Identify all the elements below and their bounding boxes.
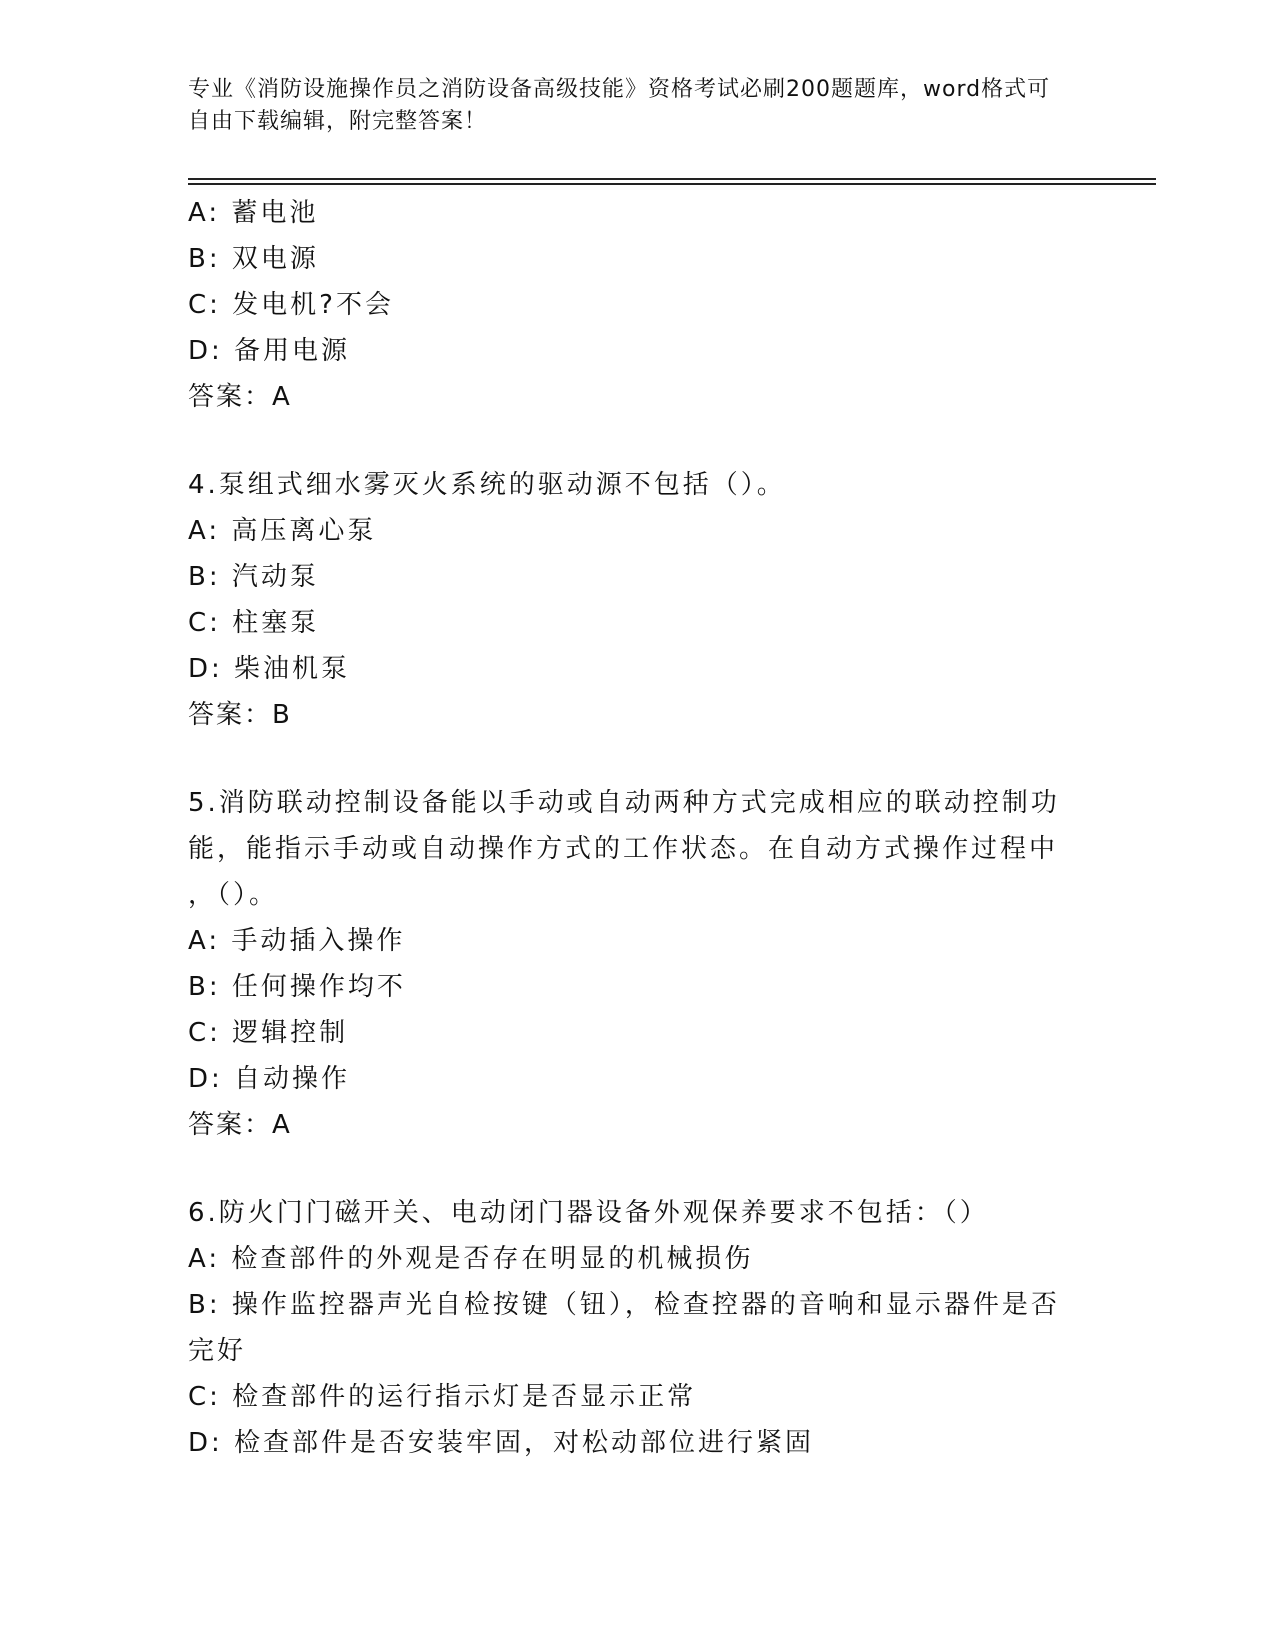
- question-text-line-2: 能，能指示手动或自动操作方式的工作状态。在自动方式操作过程中: [188, 834, 1059, 864]
- option-c: C: 柱塞泵: [188, 608, 320, 638]
- option-b: B: 汽动泵: [188, 562, 319, 592]
- answer: 答案：A: [188, 382, 292, 412]
- option-b: B: 双电源: [188, 244, 319, 274]
- document-header: 专业《消防设施操作员之消防设备高级技能》资格考试必刷200题题库，word格式可自由下载编辑，附完整答案！: [188, 77, 1051, 134]
- question-text: 6.防火门门磁开关、电动闭门器设备外观保养要求不包括：（）: [188, 1198, 989, 1228]
- header-divider-top: [188, 178, 1156, 180]
- option-a: A: 检查部件的外观是否存在明显的机械损伤: [188, 1244, 754, 1274]
- answer: 答案：A: [188, 1110, 292, 1140]
- option-c: C: 发电机?不会: [188, 290, 394, 320]
- option-a: A: 高压离心泵: [188, 516, 377, 546]
- answer: 答案：B: [188, 700, 292, 730]
- question-text: 4.泵组式细水雾灭火系统的驱动源不包括（）。: [188, 470, 786, 500]
- option-b: B: 操作监控器声光自检按键（钮），检查控器的音响和显示器件是否: [188, 1290, 1060, 1320]
- option-c: C: 逻辑控制: [188, 1018, 349, 1048]
- option-d: D: 柴油机泵: [188, 654, 351, 684]
- option-d: D: 备用电源: [188, 336, 351, 366]
- option-d: D: 自动操作: [188, 1064, 351, 1094]
- question-text-line-1: 5.消防联动控制设备能以手动或自动两种方式完成相应的联动控制功: [188, 788, 1060, 818]
- question-4: [188, 462, 1078, 738]
- option-a: A: 蓄电池: [188, 198, 319, 228]
- option-a: A: 手动插入操作: [188, 926, 406, 956]
- question-5: [188, 780, 1078, 1148]
- question-list: [188, 190, 1078, 1466]
- question-text-line-3: ，（）。: [188, 880, 279, 910]
- question-3: [188, 190, 1078, 420]
- header-divider-bottom: [188, 183, 1156, 185]
- option-b: B: 任何操作均不: [188, 972, 406, 1002]
- option-c: C: 检查部件的运行指示灯是否显示正常: [188, 1382, 697, 1412]
- option-b-continued: 完好: [188, 1336, 247, 1366]
- option-d: D: 检查部件是否安装牢固，对松动部位进行紧固: [188, 1428, 815, 1458]
- question-6: [188, 1190, 1078, 1466]
